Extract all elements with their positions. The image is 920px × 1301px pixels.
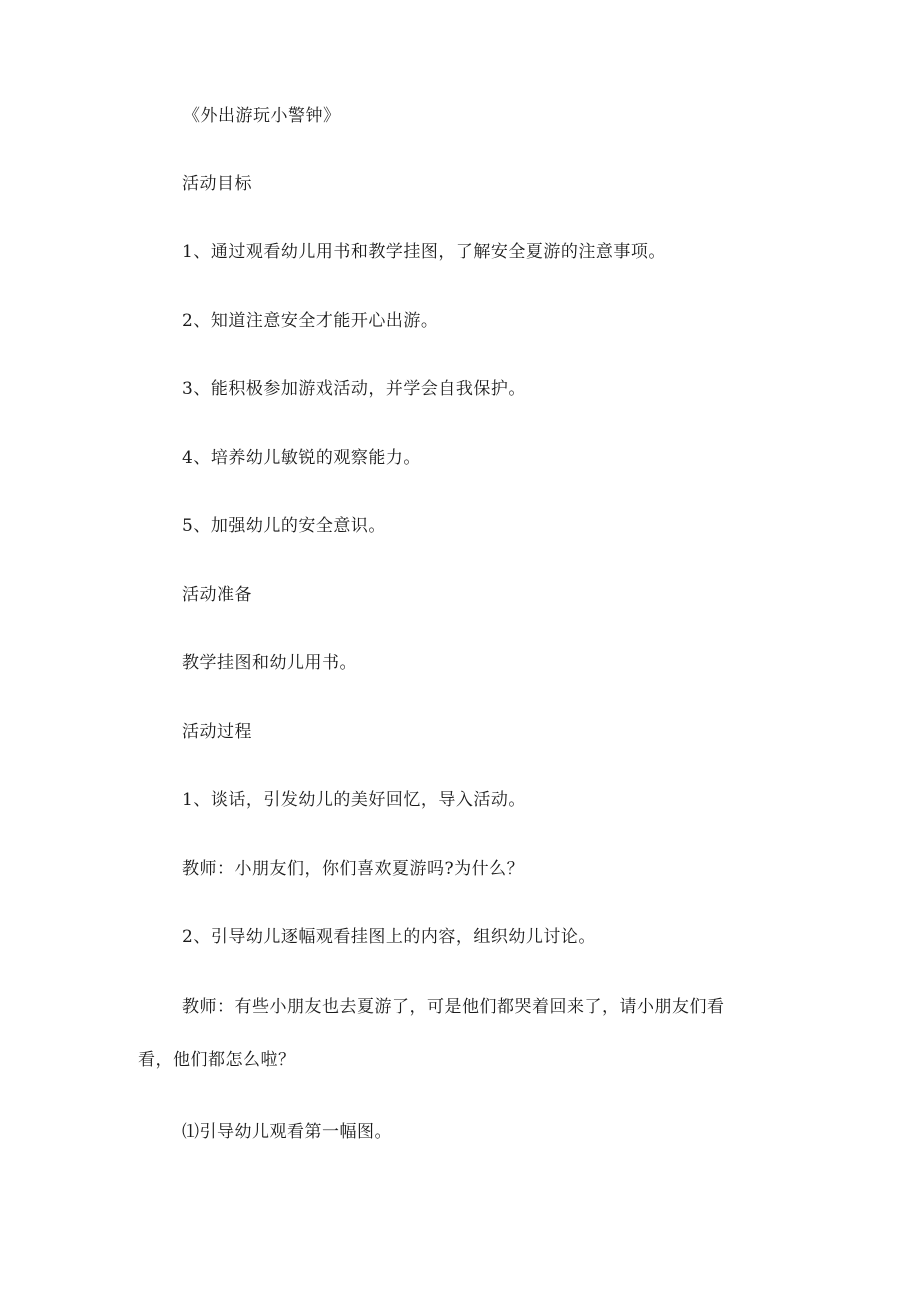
- process-paragraph: 1、谈话，引发幼儿的美好回忆，导入活动。: [182, 790, 526, 810]
- prep-text: 教学挂图和幼儿用书。: [182, 653, 357, 673]
- process-paragraph: 教师：有些小朋友也去夏游了，可是他们都哭着回来了，请小朋友们看: [182, 997, 725, 1017]
- goal-item: 4、培养幼儿敏锐的观察能力。: [182, 448, 421, 468]
- section-heading-prep: 活动准备: [182, 585, 252, 605]
- process-paragraph-continuation: 看，他们都怎么啦？: [138, 1050, 296, 1070]
- goal-item: 5、加强幼儿的安全意识。: [182, 516, 386, 536]
- document-title: 《外出游玩小警钟》: [183, 106, 341, 126]
- goal-item: 3、能积极参加游戏活动，并学会自我保护。: [182, 379, 526, 399]
- goal-item: 2、知道注意安全才能开心出游。: [182, 311, 439, 331]
- section-heading-goals: 活动目标: [182, 174, 252, 194]
- process-paragraph: ⑴引导幼儿观看第一幅图。: [182, 1122, 392, 1142]
- goal-item: 1、通过观看幼儿用书和教学挂图，了解安全夏游的注意事项。: [182, 242, 666, 262]
- process-paragraph: 教师：小朋友们，你们喜欢夏游吗?为什么？: [182, 859, 525, 879]
- section-heading-process: 活动过程: [182, 722, 252, 742]
- process-paragraph: 2、引导幼儿逐幅观看挂图上的内容，组织幼儿讨论。: [182, 927, 596, 947]
